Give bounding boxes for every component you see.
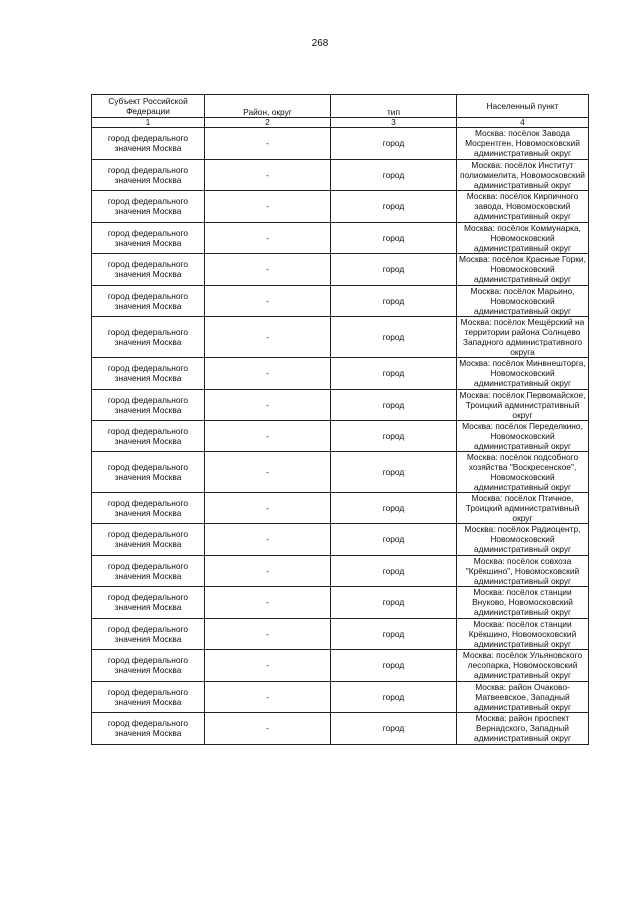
table-row (92, 555, 589, 587)
cell-district: - (205, 524, 331, 556)
column-number: 2 (205, 118, 331, 128)
cell-district: - (205, 587, 331, 619)
column-number: 4 (457, 118, 589, 128)
cell-district: - (205, 191, 331, 223)
cell-subject: город федерального значения Москва (92, 191, 205, 223)
cell-district: - (205, 452, 331, 493)
cell-subject: город федерального значения Москва (92, 358, 205, 390)
cell-type: город (331, 452, 457, 493)
cell-district: - (205, 493, 331, 524)
column-number-row (92, 118, 589, 128)
cell-settlement: Москва: посёлок Институт полиомиелита, Новомосковский административный округ (457, 159, 589, 191)
cell-settlement: Москва: посёлок Первомайское, Троицкий административный округ (457, 389, 589, 420)
cell-type: город (331, 681, 457, 713)
cell-district: - (205, 358, 331, 390)
cell-type: город (331, 493, 457, 524)
cell-settlement: Москва: посёлок Радиоцентр, Новомосковский административный округ (457, 524, 589, 556)
table-row (92, 389, 589, 420)
cell-type: город (331, 618, 457, 650)
column-number: 1 (92, 118, 205, 128)
cell-settlement: Москва: посёлок станции Внуково, Новомосковский административный округ (457, 587, 589, 619)
cell-type: город (331, 713, 457, 745)
cell-type: город (331, 222, 457, 254)
cell-subject: город федерального значения Москва (92, 452, 205, 493)
cell-district: - (205, 389, 331, 420)
table-row (92, 358, 589, 390)
cell-subject: город федерального значения Москва (92, 128, 205, 160)
cell-subject: город федерального значения Москва (92, 713, 205, 745)
cell-subject: город федерального значения Москва (92, 285, 205, 317)
cell-type: город (331, 317, 457, 358)
table-row (92, 587, 589, 619)
cell-subject: город федерального значения Москва (92, 389, 205, 420)
cell-settlement: Москва: посёлок Марьино, Новомосковский административный округ (457, 285, 589, 317)
page-number: 268 (311, 38, 329, 49)
table-row (92, 493, 589, 524)
cell-subject: город федерального значения Москва (92, 555, 205, 587)
cell-district: - (205, 650, 331, 682)
cell-settlement: Москва: посёлок Ульяновского лесопарка, Новомосковский административный округ (457, 650, 589, 682)
cell-subject: город федерального значения Москва (92, 420, 205, 452)
cell-settlement: Москва: посёлок Мещёрский на территории района Солнцево Западного административного округа (457, 317, 589, 358)
header-settlement: Населенный пункт (457, 95, 589, 118)
table-row (92, 681, 589, 713)
cell-settlement: Москва: посёлок станции Крёкшино, Новомосковский административный округ (457, 618, 589, 650)
cell-subject: город федерального значения Москва (92, 254, 205, 286)
cell-type: город (331, 389, 457, 420)
cell-settlement: Москва: посёлок Завода Мосрентген, Новомосковский административный округ (457, 128, 589, 160)
table-row (92, 191, 589, 223)
table-row (92, 452, 589, 493)
cell-district: - (205, 222, 331, 254)
cell-type: город (331, 524, 457, 556)
table-row (92, 254, 589, 286)
header-district: Район, округ (205, 95, 331, 118)
cell-subject: город федерального значения Москва (92, 587, 205, 619)
cell-district: - (205, 713, 331, 745)
header-subject: Субъект Российской Федерации (92, 95, 205, 118)
cell-settlement: Москва: посёлок Минвнешторга, Новомосковский административный округ (457, 358, 589, 390)
cell-settlement: Москва: посёлок Коммунарка, Новомосковский административный округ (457, 222, 589, 254)
cell-subject: город федерального значения Москва (92, 681, 205, 713)
table-row (92, 222, 589, 254)
table-row (92, 285, 589, 317)
cell-type: город (331, 159, 457, 191)
cell-district: - (205, 317, 331, 358)
cell-type: город (331, 254, 457, 286)
cell-subject: город федерального значения Москва (92, 222, 205, 254)
cell-district: - (205, 555, 331, 587)
cell-type: город (331, 650, 457, 682)
cell-settlement: Москва: посёлок совхоза "Крёкшино", Новомосковский административный округ (457, 555, 589, 587)
cell-type: город (331, 555, 457, 587)
cell-district: - (205, 128, 331, 160)
settlements-table (91, 94, 589, 745)
table-row (92, 420, 589, 452)
table-row (92, 128, 589, 160)
cell-subject: город федерального значения Москва (92, 317, 205, 358)
cell-type: город (331, 191, 457, 223)
cell-settlement: Москва: район Очаково-Матвеевское, Западный административный округ (457, 681, 589, 713)
cell-settlement: Москва: посёлок Птичное, Троицкий административный округ (457, 493, 589, 524)
table-row (92, 159, 589, 191)
cell-type: город (331, 128, 457, 160)
cell-subject: город федерального значения Москва (92, 493, 205, 524)
cell-type: город (331, 285, 457, 317)
cell-district: - (205, 681, 331, 713)
table-row (92, 618, 589, 650)
cell-subject: город федерального значения Москва (92, 159, 205, 191)
cell-district: - (205, 254, 331, 286)
cell-settlement: Москва: посёлок Переделкино, Новомосковский административный округ (457, 420, 589, 452)
table-row (92, 524, 589, 556)
table-row (92, 317, 589, 358)
table-header-row (92, 95, 589, 118)
cell-type: город (331, 587, 457, 619)
table-row (92, 713, 589, 745)
cell-settlement: Москва: район проспект Вернадского, Западный административный округ (457, 713, 589, 745)
cell-subject: город федерального значения Москва (92, 618, 205, 650)
cell-subject: город федерального значения Москва (92, 650, 205, 682)
cell-settlement: Москва: посёлок Красные Горки, Новомосковский административный округ (457, 254, 589, 286)
cell-subject: город федерального значения Москва (92, 524, 205, 556)
cell-settlement: Москва: посёлок подсобного хозяйства "Воскресенское", Новомосковский административный округ (457, 452, 589, 493)
cell-district: - (205, 159, 331, 191)
cell-district: - (205, 285, 331, 317)
table-body (92, 128, 589, 745)
column-number: 3 (331, 118, 457, 128)
cell-type: город (331, 420, 457, 452)
cell-district: - (205, 420, 331, 452)
table-row (92, 650, 589, 682)
cell-type: город (331, 358, 457, 390)
header-type: тип (331, 95, 457, 118)
cell-district: - (205, 618, 331, 650)
cell-settlement: Москва: посёлок Кирпичного завода, Новомосковский административный округ (457, 191, 589, 223)
